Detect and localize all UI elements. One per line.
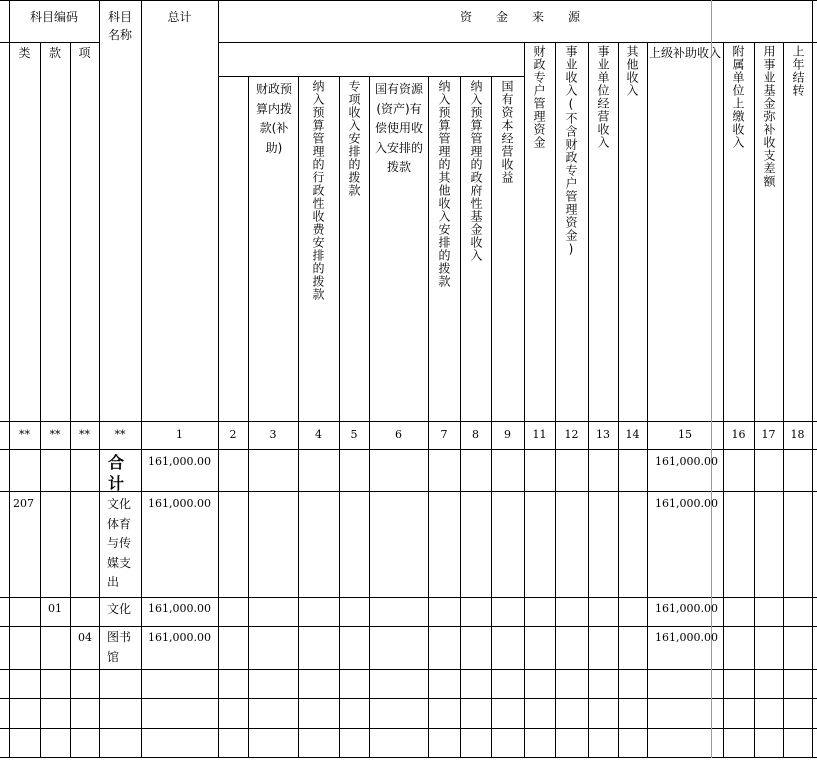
line [0,757,817,758]
line [618,42,619,758]
class-header: 类 [18,46,31,60]
index-cell: 6 [395,428,402,441]
total-header: 总计 [167,10,192,24]
row-name: 文化 [107,602,132,616]
line [0,449,817,450]
row-superior-subsidy: 161,000.00 [655,497,718,510]
index-cell: ** [19,428,30,441]
line [524,42,525,758]
col-header-business-income: 事业收入(不含财政专户管理资金) [564,45,578,257]
line [40,42,41,758]
line [0,421,817,422]
line [460,76,461,758]
index-cell: 1 [176,428,183,441]
row-name: 合计 [108,453,125,493]
line [0,0,817,1]
col-header-admin-fee: 纳入预算管理的行政性收费安排的拨款 [311,80,325,301]
col-header-unit-operating: 事业单位经营收入 [596,45,610,149]
line [555,42,556,758]
col-header-other-budget-income: 纳入预算管理的其他收入安排的拨款 [437,80,451,288]
row-class: 207 [13,497,34,510]
line [141,0,142,758]
line [0,626,817,627]
index-cell: ** [79,428,90,441]
col-header-affiliated-unit: 附属单位上缴收入 [731,45,745,149]
line [99,0,100,758]
row-section: 01 [48,602,62,615]
index-cell: 7 [440,428,448,441]
line [647,42,648,758]
col-header-state-capital: 国有资本经营收益 [500,80,514,184]
subject-name-header: 科目名称 [107,10,132,42]
line [218,42,817,43]
row-item: 04 [78,631,92,644]
col-header-business-fund: 用事业基金弥补收支差额 [762,45,776,188]
line [723,42,724,758]
item-header: 项 [78,46,91,60]
index-cell: 3 [269,428,277,441]
index-cell: 16 [731,428,746,441]
index-cell: 4 [315,428,322,441]
line [491,76,492,758]
line [428,76,429,758]
col-header-fiscal-budget: 财政预算内拨款(补助) [255,82,292,155]
line [9,0,10,758]
row-total: 161,000.00 [148,455,211,468]
line [298,76,299,758]
index-cell: ** [49,428,61,441]
col-header-fiscal-account: 财政专户管理资金 [532,45,546,149]
col-header-state-resource: 国有资源(资产)有偿使用收入安排的拨款 [375,82,424,174]
index-cell: 8 [472,428,479,441]
funding-source-header: 资 金 来 源 [459,10,580,24]
line [812,0,813,758]
col-header-superior-subsidy: 上级补助收入 [649,46,722,60]
row-superior-subsidy: 161,000.00 [655,631,718,644]
row-name: 图书馆 [107,630,132,664]
line [0,669,817,670]
line [70,42,71,758]
subject-code-header: 科目编码 [29,10,78,24]
row-total: 161,000.00 [148,631,211,644]
row-total: 161,000.00 [148,497,211,510]
index-cell: 14 [625,428,640,441]
index-cell: 5 [350,428,358,441]
line [588,42,589,758]
section-header: 款 [48,46,61,60]
index-cell: ** [114,428,126,441]
row-superior-subsidy: 161,000.00 [655,602,718,615]
line [754,42,755,758]
line [0,597,817,598]
row-superior-subsidy: 161,000.00 [655,455,718,468]
index-cell: 11 [532,428,547,441]
line [783,42,784,758]
line [248,76,249,758]
line [0,728,817,729]
row-total: 161,000.00 [148,602,211,615]
line [0,698,817,699]
index-cell: 15 [678,428,692,441]
line [218,0,219,758]
index-cell: 17 [761,428,776,441]
col-header-special-income: 专项收入安排的拨款 [347,80,361,197]
index-cell: 18 [790,428,805,441]
row-name: 文化体育与传媒支出 [107,497,132,589]
col-header-other-income: 其他收入 [625,45,639,97]
line [369,76,370,758]
line [218,76,524,77]
line [339,76,340,758]
index-cell: 12 [564,428,579,441]
line [0,42,99,43]
index-cell: 2 [229,428,237,441]
index-cell: 13 [596,428,610,441]
col-header-gov-fund: 纳入预算管理的政府性基金收入 [469,80,483,262]
index-cell: 9 [504,428,511,441]
col-header-prior-year-carryover: 上年结转 [791,45,805,97]
